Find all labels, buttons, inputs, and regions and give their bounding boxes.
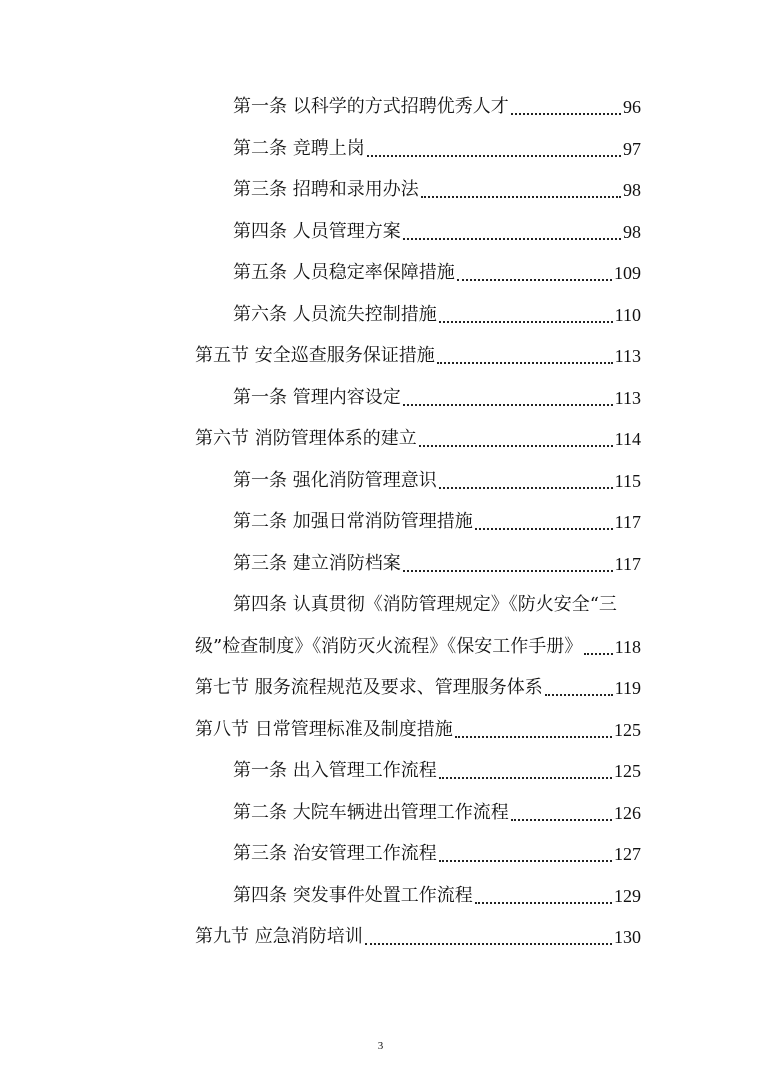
toc-entry-label: 第二条 竞聘上岗 — [233, 138, 365, 159]
toc-entry[interactable] — [233, 383, 641, 413]
toc-entry[interactable] — [233, 134, 641, 164]
toc-entry[interactable] — [195, 341, 641, 371]
toc-leader-dots — [545, 673, 613, 703]
toc-entry-label: 第九节 应急消防培训 — [195, 926, 363, 947]
toc-entry[interactable] — [195, 715, 641, 745]
toc-entry-label: 第二条 加强日常消防管理措施 — [233, 511, 473, 532]
toc-entry-page: 109 — [614, 263, 641, 283]
toc-leader-dots — [439, 466, 613, 496]
toc-entry[interactable] — [233, 881, 641, 911]
toc-entry-wrapped-first-line[interactable]: 第四条 认真贯彻《消防管理规定》《防火安全“三 — [233, 594, 617, 615]
toc-leader-dots — [367, 134, 621, 164]
toc-entry[interactable] — [233, 258, 641, 288]
toc-entry[interactable] — [233, 175, 641, 205]
toc-leader-dots — [511, 798, 612, 828]
toc-entry-page: 97 — [623, 139, 641, 159]
toc-leader-dots — [403, 217, 621, 247]
toc-entry-label: 第一条 以科学的方式招聘优秀人才 — [233, 96, 509, 117]
toc-entry-page: 96 — [623, 97, 641, 117]
toc-entry-page: 98 — [623, 180, 641, 200]
toc-entry[interactable] — [233, 466, 641, 496]
toc-leader-dots — [421, 175, 621, 205]
toc-entry-label: 第一条 出入管理工作流程 — [233, 760, 437, 781]
toc-entry-page: 114 — [614, 429, 641, 449]
toc-leader-dots — [439, 839, 612, 869]
toc-entry-label: 级”检查制度》《消防灭火流程》《保安工作手册》 — [195, 636, 583, 657]
page-number: 3 — [377, 1040, 384, 1052]
toc-entry[interactable] — [195, 424, 641, 454]
toc-entry[interactable] — [195, 673, 641, 703]
toc-leader-dots — [475, 507, 613, 537]
toc-entry-label: 第六条 人员流失控制措施 — [233, 304, 437, 325]
toc-leader-dots — [365, 922, 612, 952]
toc-entry-label: 第四条 突发事件处置工作流程 — [233, 885, 473, 906]
toc-entry-label: 第五条 人员稳定率保障措施 — [233, 262, 455, 283]
toc-entry-label: 第六节 消防管理体系的建立 — [195, 428, 417, 449]
toc-leader-dots — [475, 881, 612, 911]
toc-entry-page: 130 — [614, 927, 641, 947]
toc-entry[interactable] — [233, 217, 641, 247]
toc-entry-page: 126 — [614, 803, 641, 823]
toc-leader-dots — [403, 549, 613, 579]
toc-entry[interactable] — [233, 798, 641, 828]
toc-leader-dots — [584, 632, 612, 662]
toc-entry-page: 117 — [614, 512, 641, 532]
toc-entry-page: 115 — [614, 471, 641, 491]
toc-entry-label: 第一条 强化消防管理意识 — [233, 470, 437, 491]
toc-entry[interactable] — [233, 839, 641, 869]
toc-entry-label: 第三条 建立消防档案 — [233, 553, 401, 574]
toc-leader-dots — [403, 383, 613, 413]
toc-entry-label: 第四条 人员管理方案 — [233, 221, 401, 242]
toc-entry-page: 119 — [614, 678, 641, 698]
toc-leader-dots — [455, 715, 612, 745]
toc-entry-page: 113 — [614, 346, 641, 366]
toc-entry-page: 113 — [614, 388, 641, 408]
toc-entry-label: 第八节 日常管理标准及制度措施 — [195, 719, 453, 740]
toc-entry-page: 117 — [614, 554, 641, 574]
toc-entry[interactable] — [233, 507, 641, 537]
toc-entry-page: 125 — [614, 761, 641, 781]
toc-leader-dots — [457, 258, 612, 288]
toc-entry-page: 129 — [614, 886, 641, 906]
toc-entry-label: 第三条 招聘和录用办法 — [233, 179, 419, 200]
toc-entry-label: 第七节 服务流程规范及要求、管理服务体系 — [195, 677, 543, 698]
toc-entry-page: 118 — [614, 637, 641, 657]
toc-entry[interactable] — [233, 756, 641, 786]
toc-entry[interactable] — [195, 922, 641, 952]
toc-leader-dots — [511, 92, 621, 122]
toc-entry-label: 第二条 大院车辆进出管理工作流程 — [233, 802, 509, 823]
toc-entry[interactable] — [233, 549, 641, 579]
toc-entry[interactable] — [195, 632, 641, 662]
toc-leader-dots — [419, 424, 613, 454]
toc-entry-page: 98 — [623, 222, 641, 242]
toc-leader-dots — [437, 341, 613, 371]
toc-entry[interactable] — [233, 300, 641, 330]
toc-leader-dots — [439, 300, 613, 330]
toc-entry[interactable] — [233, 92, 641, 122]
toc-entry-page: 125 — [614, 720, 641, 740]
toc-entry-label: 第一条 管理内容设定 — [233, 387, 401, 408]
toc-entry-page: 127 — [614, 844, 641, 864]
toc-entry-page: 110 — [614, 305, 641, 325]
toc-entry-label: 第五节 安全巡查服务保证措施 — [195, 345, 435, 366]
toc-leader-dots — [439, 756, 612, 786]
toc-entry-label: 第三条 治安管理工作流程 — [233, 843, 437, 864]
